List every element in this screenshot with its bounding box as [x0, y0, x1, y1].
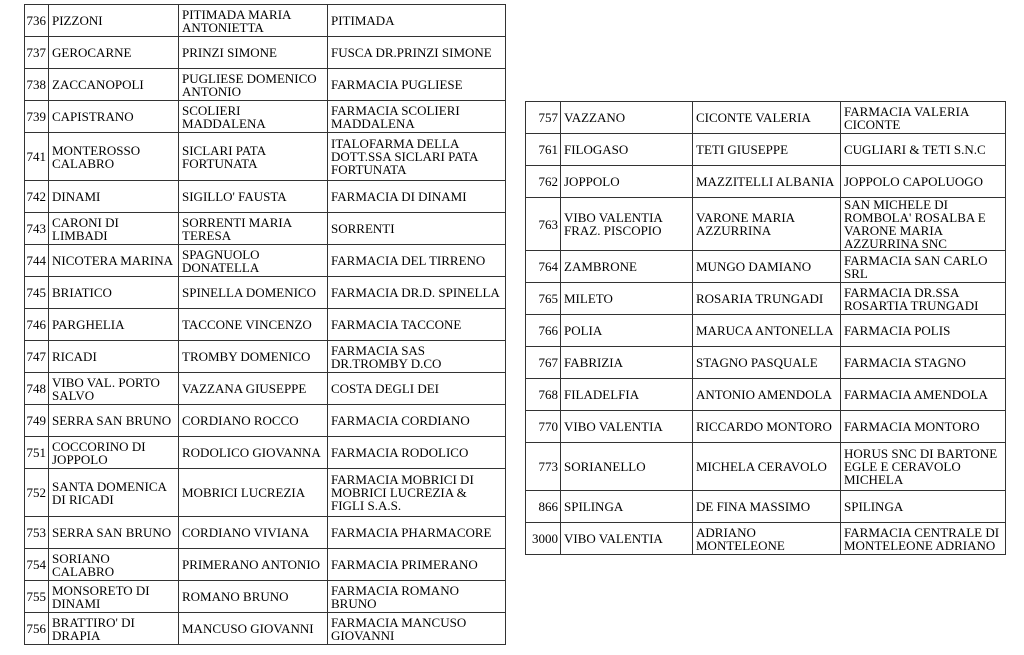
place-cell: VIBO VALENTIA	[561, 411, 693, 443]
table-row	[526, 523, 1006, 555]
table-row	[25, 437, 506, 469]
table-row	[25, 581, 506, 613]
pharmacy-cell: FARMACIA PUGLIESE	[328, 69, 506, 101]
owner-cell: MOBRICI LUCREZIA	[179, 469, 328, 517]
place-cell: ZACCANOPOLI	[49, 69, 179, 101]
code-cell: 746	[25, 309, 49, 341]
code-cell: 756	[25, 613, 49, 645]
pharmacy-cell: FARMACIA SCOLIERI MADDALENA	[328, 101, 506, 133]
owner-cell: PRINZI SIMONE	[179, 37, 328, 69]
table-row	[526, 315, 1006, 347]
pharmacy-cell: FARMACIA MOBRICI DI MOBRICI LUCREZIA & FIGLI S.A.S.	[328, 469, 506, 517]
table-row	[25, 549, 506, 581]
table-row	[25, 405, 506, 437]
table-row	[25, 373, 506, 405]
pharmacy-cell: FARMACIA VALERIA CICONTE	[841, 102, 1006, 134]
owner-cell: ADRIANO MONTELEONE	[693, 523, 841, 555]
owner-cell: PRIMERANO ANTONIO	[179, 549, 328, 581]
owner-cell: CORDIANO VIVIANA	[179, 517, 328, 549]
code-cell: 755	[25, 581, 49, 613]
owner-cell: TROMBY DOMENICO	[179, 341, 328, 373]
pharmacy-cell: SORRENTI	[328, 213, 506, 245]
place-cell: NICOTERA MARINA	[49, 245, 179, 277]
pharmacy-cell: FARMACIA AMENDOLA	[841, 379, 1006, 411]
code-cell: 737	[25, 37, 49, 69]
place-cell: COCCORINO DI JOPPOLO	[49, 437, 179, 469]
owner-cell: RICCARDO MONTORO	[693, 411, 841, 443]
pharmacy-table-left	[24, 4, 506, 645]
place-cell: MONSORETO DI DINAMI	[49, 581, 179, 613]
owner-cell: MICHELA CERAVOLO	[693, 443, 841, 491]
place-cell: ZAMBRONE	[561, 251, 693, 283]
owner-cell: TETI GIUSEPPE	[693, 134, 841, 166]
code-cell: 742	[25, 181, 49, 213]
owner-cell: VARONE MARIA AZZURRINA	[693, 198, 841, 251]
code-cell: 764	[526, 251, 561, 283]
code-cell: 738	[25, 69, 49, 101]
code-cell: 752	[25, 469, 49, 517]
table-row	[25, 341, 506, 373]
table-row	[526, 443, 1006, 491]
place-cell: PIZZONI	[49, 5, 179, 37]
pharmacy-cell: FARMACIA CENTRALE DI MONTELEONE ADRIANO	[841, 523, 1006, 555]
owner-cell: SORRENTI MARIA TERESA	[179, 213, 328, 245]
table-row	[526, 347, 1006, 379]
table-row	[526, 166, 1006, 198]
place-cell: CARONI DI LIMBADI	[49, 213, 179, 245]
owner-cell: SICLARI PATA FORTUNATA	[179, 133, 328, 181]
owner-cell: DE FINA MASSIMO	[693, 491, 841, 523]
owner-cell: ROSARIA TRUNGADI	[693, 283, 841, 315]
code-cell: 741	[25, 133, 49, 181]
owner-cell: MARUCA ANTONELLA	[693, 315, 841, 347]
place-cell: VIBO VAL. PORTO SALVO	[49, 373, 179, 405]
pharmacy-cell: ITALOFARMA DELLA DOTT.SSA SICLARI PATA FORTUNATA	[328, 133, 506, 181]
table-row	[25, 213, 506, 245]
place-cell: SANTA DOMENICA DI RICADI	[49, 469, 179, 517]
pharmacy-cell: FARMACIA MANCUSO GIOVANNI	[328, 613, 506, 645]
code-cell: 3000	[526, 523, 561, 555]
table-row	[25, 37, 506, 69]
owner-cell: MANCUSO GIOVANNI	[179, 613, 328, 645]
table-row	[25, 309, 506, 341]
code-cell: 763	[526, 198, 561, 251]
pharmacy-cell: FARMACIA POLIS	[841, 315, 1006, 347]
owner-cell: ROMANO BRUNO	[179, 581, 328, 613]
owner-cell: TACCONE VINCENZO	[179, 309, 328, 341]
place-cell: SORIANO CALABRO	[49, 549, 179, 581]
pharmacy-cell: FARMACIA DR.SSA ROSARTIA TRUNGADI	[841, 283, 1006, 315]
owner-cell: MUNGO DAMIANO	[693, 251, 841, 283]
pharmacy-cell: SAN MICHELE DI ROMBOLA' ROSALBA E VARONE MARIA AZZURRINA SNC	[841, 198, 1006, 251]
pharmacy-cell: FARMACIA PHARMACORE	[328, 517, 506, 549]
owner-cell: SCOLIERI MADDALENA	[179, 101, 328, 133]
place-cell: SERRA SAN BRUNO	[49, 405, 179, 437]
place-cell: FABRIZIA	[561, 347, 693, 379]
place-cell: SERRA SAN BRUNO	[49, 517, 179, 549]
code-cell: 866	[526, 491, 561, 523]
pharmacy-cell: FARMACIA SAN CARLO SRL	[841, 251, 1006, 283]
code-cell: 765	[526, 283, 561, 315]
code-cell: 743	[25, 213, 49, 245]
place-cell: FILOGASO	[561, 134, 693, 166]
pharmacy-cell: FARMACIA MONTORO	[841, 411, 1006, 443]
place-cell: CAPISTRANO	[49, 101, 179, 133]
pharmacy-cell: SPILINGA	[841, 491, 1006, 523]
code-cell: 773	[526, 443, 561, 491]
code-cell: 748	[25, 373, 49, 405]
place-cell: DINAMI	[49, 181, 179, 213]
owner-cell: CICONTE VALERIA	[693, 102, 841, 134]
pharmacy-cell: FARMACIA STAGNO	[841, 347, 1006, 379]
table-row	[526, 491, 1006, 523]
place-cell: VIBO VALENTIA	[561, 523, 693, 555]
code-cell: 751	[25, 437, 49, 469]
pharmacy-cell: FARMACIA CORDIANO	[328, 405, 506, 437]
table-row	[25, 181, 506, 213]
place-cell: POLIA	[561, 315, 693, 347]
place-cell: VAZZANO	[561, 102, 693, 134]
code-cell: 754	[25, 549, 49, 581]
code-cell: 745	[25, 277, 49, 309]
pharmacy-cell: HORUS SNC DI BARTONE EGLE E CERAVOLO MICHELA	[841, 443, 1006, 491]
table-row	[526, 198, 1006, 251]
code-cell: 761	[526, 134, 561, 166]
pharmacy-cell: FARMACIA DR.D. SPINELLA	[328, 277, 506, 309]
place-cell: MILETO	[561, 283, 693, 315]
place-cell: SPILINGA	[561, 491, 693, 523]
table-row	[25, 101, 506, 133]
table-row	[25, 133, 506, 181]
owner-cell: SPINELLA DOMENICO	[179, 277, 328, 309]
table-row	[25, 69, 506, 101]
table-row	[25, 613, 506, 645]
pharmacy-cell: FARMACIA SAS DR.TROMBY D.CO	[328, 341, 506, 373]
place-cell: PARGHELIA	[49, 309, 179, 341]
place-cell: GEROCARNE	[49, 37, 179, 69]
place-cell: SORIANELLO	[561, 443, 693, 491]
code-cell: 757	[526, 102, 561, 134]
place-cell: MONTEROSSO CALABRO	[49, 133, 179, 181]
code-cell: 747	[25, 341, 49, 373]
owner-cell: SIGILLO' FAUSTA	[179, 181, 328, 213]
table-row	[526, 411, 1006, 443]
code-cell: 744	[25, 245, 49, 277]
place-cell: VIBO VALENTIA FRAZ. PISCOPIO	[561, 198, 693, 251]
place-cell: BRIATICO	[49, 277, 179, 309]
pharmacy-cell: COSTA DEGLI DEI	[328, 373, 506, 405]
place-cell: RICADI	[49, 341, 179, 373]
owner-cell: PUGLIESE DOMENICO ANTONIO	[179, 69, 328, 101]
pharmacy-cell: FUSCA DR.PRINZI SIMONE	[328, 37, 506, 69]
code-cell: 767	[526, 347, 561, 379]
place-cell: JOPPOLO	[561, 166, 693, 198]
pharmacy-cell: FARMACIA DEL TIRRENO	[328, 245, 506, 277]
code-cell: 739	[25, 101, 49, 133]
pharmacy-cell: PITIMADA	[328, 5, 506, 37]
code-cell: 736	[25, 5, 49, 37]
code-cell: 770	[526, 411, 561, 443]
place-cell: FILADELFIA	[561, 379, 693, 411]
owner-cell: MAZZITELLI ALBANIA	[693, 166, 841, 198]
code-cell: 768	[526, 379, 561, 411]
owner-cell: VAZZANA GIUSEPPE	[179, 373, 328, 405]
pharmacy-cell: CUGLIARI & TETI S.N.C	[841, 134, 1006, 166]
pharmacy-cell: FARMACIA DI DINAMI	[328, 181, 506, 213]
owner-cell: ANTONIO AMENDOLA	[693, 379, 841, 411]
table-row	[25, 245, 506, 277]
table-row	[25, 5, 506, 37]
owner-cell: RODOLICO GIOVANNA	[179, 437, 328, 469]
code-cell: 749	[25, 405, 49, 437]
table-row	[526, 379, 1006, 411]
table-row	[25, 517, 506, 549]
pharmacy-cell: FARMACIA PRIMERANO	[328, 549, 506, 581]
pharmacy-cell: FARMACIA ROMANO BRUNO	[328, 581, 506, 613]
table-row	[526, 102, 1006, 134]
pharmacy-cell: JOPPOLO CAPOLUOGO	[841, 166, 1006, 198]
owner-cell: STAGNO PASQUALE	[693, 347, 841, 379]
owner-cell: SPAGNUOLO DONATELLA	[179, 245, 328, 277]
table-row	[25, 469, 506, 517]
pharmacy-cell: FARMACIA TACCONE	[328, 309, 506, 341]
owner-cell: PITIMADA MARIA ANTONIETTA	[179, 5, 328, 37]
table-row	[526, 251, 1006, 283]
table-row	[526, 283, 1006, 315]
table-row	[25, 277, 506, 309]
code-cell: 753	[25, 517, 49, 549]
place-cell: BRATTIRO' DI DRAPIA	[49, 613, 179, 645]
code-cell: 762	[526, 166, 561, 198]
table-row	[526, 134, 1006, 166]
pharmacy-cell: FARMACIA RODOLICO	[328, 437, 506, 469]
owner-cell: CORDIANO ROCCO	[179, 405, 328, 437]
code-cell: 766	[526, 315, 561, 347]
pharmacy-table-right	[525, 101, 1006, 555]
